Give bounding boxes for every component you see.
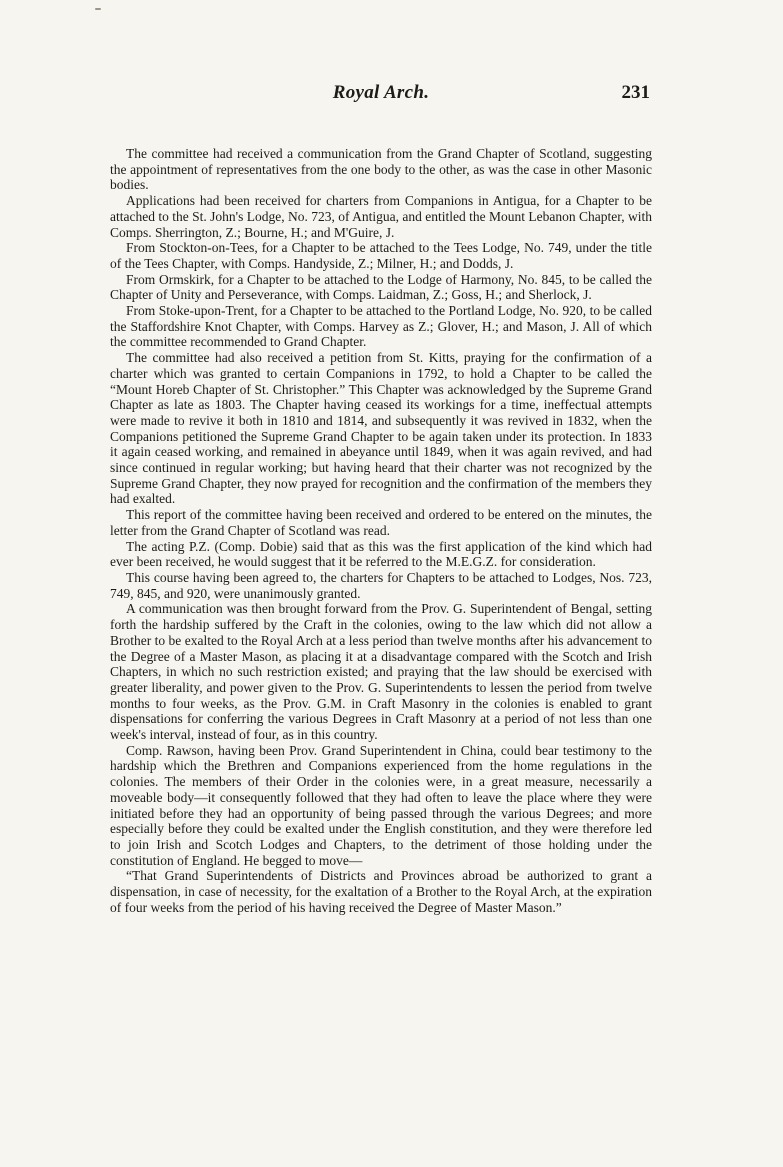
paragraph: The acting P.Z. (Comp. Dobie) said that as this was the first application of the kind which had ever been received, he would suggest that it be referred to the M.E.G.Z. for consideration. [110, 538, 652, 570]
paragraph: From Stockton-on-Tees, for a Chapter to be attached to the Tees Lodge, No. 749, under the title of the Tees Chapter, with Comps. Handyside, Z.; Milner, H.; and Dodds, J. [110, 240, 652, 271]
running-head [110, 82, 652, 116]
paragraph: “That Grand Superintendents of Districts and Provinces abroad be authorized to grant a dispensation, in case of necessity, for the exaltation of a Brother to the Royal Arch, at the expiration of four weeks from the period of his having received the Degree of Master Mason.” [110, 868, 652, 915]
running-title: Royal Arch. [332, 82, 430, 103]
paragraph: The committee had received a communication from the Grand Chapter of Scotland, suggesting the appointment of representatives from the one body to the other, as was the case in other Masonic bodies. [110, 146, 652, 193]
paragraph: A communication was then brought forward from the Prov. G. Superintendent of Bengal, setting forth the hardship suffered by the Craft in the colonies, owing to the law which did not allow a Brother to be exalted to the Royal Arch at a less period than twelve months after his advancement to the Degree of a Master Mason, as placing it at a disadvantage compared with the Scotch and Irish Chapters, in which no such restriction existed; and praying that the law should be exercised with greater liberality, and power given to the Prov. G. Superintendents to lessen the period from twelve months to four weeks, as the Prov. G.M. in Craft Masonry in the colonies is enabled to grant dispensations for conferring the various Degrees in Craft Masonry at a period of not less than one week's interval, instead of four, as in this country. [110, 601, 652, 743]
paragraph: From Ormskirk, for a Chapter to be attached to the Lodge of Harmony, No. 845, to be called the Chapter of Unity and Perseverance, with Comps. Laidman, Z.; Goss, H.; and Sherlock, J. [110, 271, 652, 303]
paragraph: Applications had been received for charters from Companions in Antigua, for a Chapter to be attached to the St. John's Lodge, No. 723, of Antigua, and entitled the Mount Lebanon Chapter, with Comps. Sherrington, Z.; Bourne, H.; and M'Guire, J. [110, 193, 652, 240]
paragraph: This report of the committee having been received and ordered to be entered on the minutes, the letter from the Grand Chapter of Scotland was read. [110, 507, 652, 538]
body-text [110, 146, 652, 915]
paragraph: From Stoke-upon-Trent, for a Chapter to be attached to the Portland Lodge, No. 920, to be called the Staffordshire Knot Chapter, with Comps. Harvey as Z.; Glover, H.; and Mason, J. All of which the committee recommended to Grand Chapter. [110, 303, 652, 350]
paragraph: The committee had also received a petition from St. Kitts, praying for the confirmation of a charter which was granted to certain Companions in 1792, to hold a Chapter to be called the “Mount Horeb Chapter of St. Christopher.” This Chapter was acknowledged by the Supreme Grand Chapter as late as 1803. The Chapter having ceased its workings for a time, ineffectual attempts were made to revive it both in 1810 and 1814, and subsequently it was revived in 1832, when the Companions petitioned the Supreme Grand Chapter to be again taken under its protection. In 1833 it again ceased working, and remained in abeyance until 1849, when it was again revived, and had since continued in regular working; but having heard that their charter was not recognized by the Supreme Grand Chapter, they now prayed for recognition and the confirmation of the members they had exalted. [110, 350, 652, 507]
paragraph: Comp. Rawson, having been Prov. Grand Superintendent in China, could bear testimony to the hardship which the Brethren and Companions experienced from the home regulations in the colonies. The members of their Order in the colonies were, in a great measure, necessarily a moveable body—it consequently followed that they had often to leave the place where they were initiated before they had an opportunity of being passed through the various Degrees; and more especially before they could be exalted under the English constitution, and they were therefore led to join Irish and Scotch Lodges and Chapters, to the detriment of those holding under the constitution of England. He begged to move— [110, 742, 652, 868]
paragraph: This course having been agreed to, the charters for Chapters to be attached to Lodges, Nos. 723, 749, 845, and 920, were unanimously granted. [110, 569, 652, 601]
ink-mark [95, 8, 101, 10]
page-number: 231 [621, 82, 650, 103]
page [110, 82, 652, 915]
